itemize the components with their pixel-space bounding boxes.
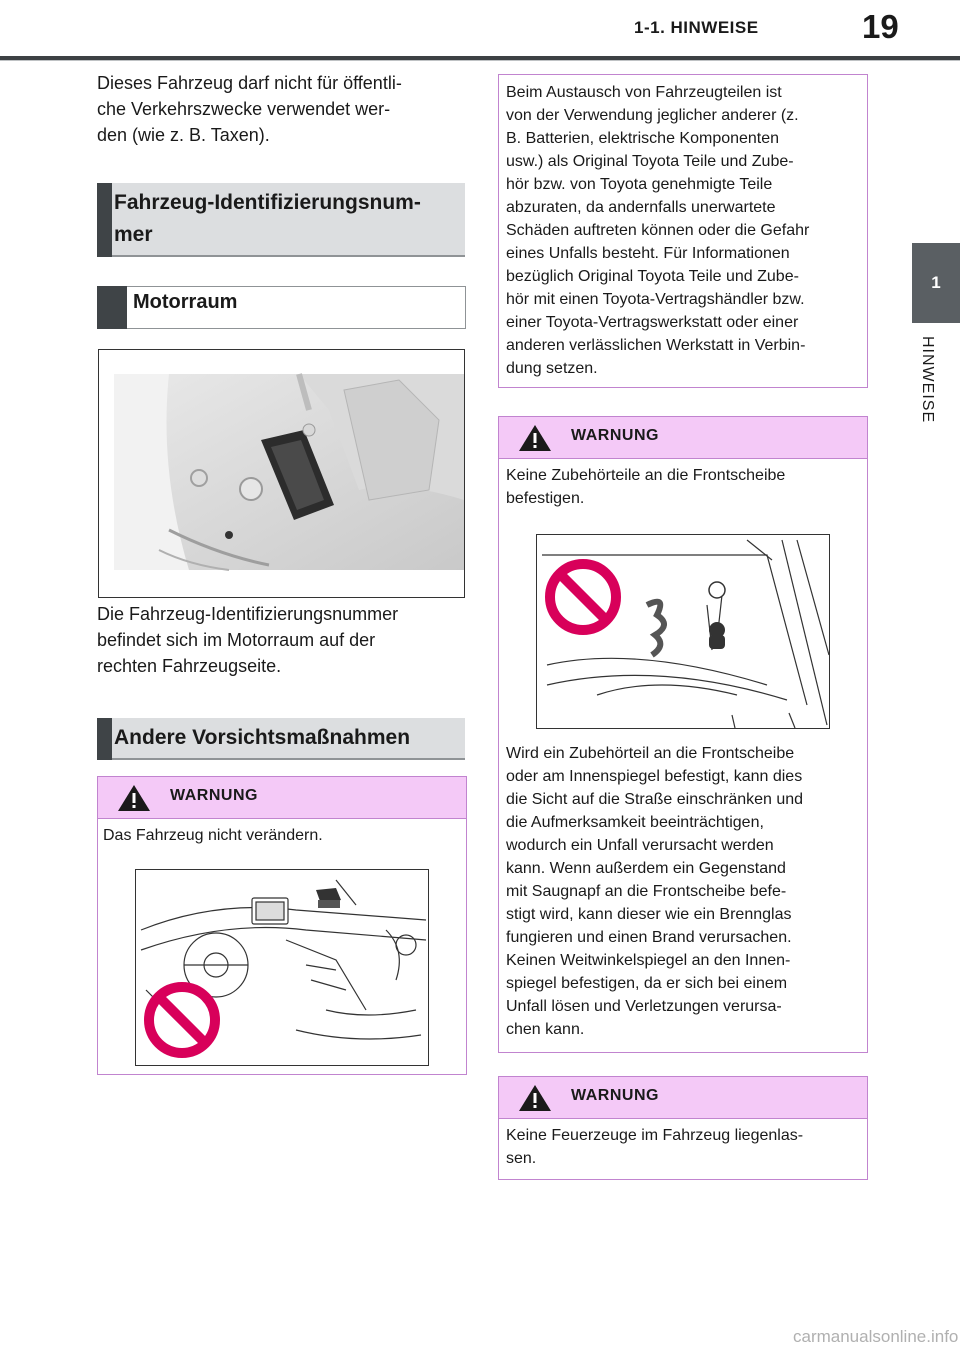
warning-header: [499, 1077, 867, 1119]
prohibition-icon: [142, 980, 222, 1060]
warning-label: WARNUNG: [170, 787, 258, 804]
warning-label: WARNUNG: [571, 427, 659, 444]
intro-paragraph: Dieses Fahrzeug darf nicht für öffentli- che Verkehrszwecke verwendet wer- den (wie z. B. Taxen).: [97, 73, 402, 145]
engine-bay-illustration: [99, 350, 464, 597]
warning-triangle-icon: [517, 1083, 553, 1113]
warning-text-short: Keine Zubehörteile an die Frontscheibe befestigen.: [506, 467, 786, 507]
warning-box-windshield: [498, 416, 868, 1053]
warning-header: [98, 777, 466, 819]
interior-illustration: [135, 869, 429, 1066]
info-text: Beim Austausch von Fahrzeugteilen ist von der Verwendung jeglicher anderer (z. B. Batterien, elektrische Komponenten usw.) als Original Toyota Teile und Zube- hör bzw. von Toyota genehmigte Teile abzuraten, da andernfalls unerwartete Schäden auftreten können oder die Gefahr eines Unfalls besteht. Für Informationen bezüglich Original Toyota Teile und Zube- hör mit einen Toyota-Vertragshändler bzw. einer Toyota-Vertragswerkstatt oder einer anderen verlässlichen Werkstatt in Verbin- dung setzen.: [506, 84, 810, 377]
chapter-tab-label: HINWEISE: [919, 336, 936, 424]
header-section-title: 1-1. HINWEISE: [634, 18, 759, 37]
warning-text-long: Wird ein Zubehörteil an die Frontscheibe oder am Innenspiegel befestigt, kann dies die Sicht auf die Straße einschränken und die Aufmerksamkeit beeinträchtigen, wodurch ein Unfall verursacht werden kann. Wenn außerdem ein Gegenstand mit Saugnapf an die Frontscheibe befe- stigt wird, kann dieser wie ein Brennglas fungieren und einen Brand verursachen. Keinen Weitwinkelspiegel an den Innen- spiegel befestigen, da er sich bei einem Unfall lösen und Verletzungen verursa- chen kann.: [506, 745, 804, 1038]
subheading-engine: [97, 286, 466, 329]
section-heading-bar: [97, 183, 112, 257]
section-heading-vin-text: Fahrzeug-Identifizierungsnum- mer: [114, 191, 421, 246]
warning-box-modify: [97, 776, 467, 1075]
engine-bay-photo: [98, 349, 465, 598]
section-heading-other-text: Andere Vorsichtsmaßnahmen: [114, 726, 411, 749]
warning-text: Keine Feuerzeuge im Fahrzeug liegenlas- sen.: [506, 1127, 804, 1167]
warning-triangle-icon: [517, 423, 553, 453]
warning-label: WARNUNG: [571, 1087, 659, 1104]
subheading-bar: [97, 286, 127, 329]
section-heading-vin: [97, 183, 465, 257]
chapter-tab-number: 1: [931, 273, 941, 292]
subheading-engine-text: Motorraum: [133, 291, 238, 313]
windshield-illustration: [536, 534, 830, 729]
chapter-tab[interactable]: [912, 243, 960, 323]
warning-box-lighter: [498, 1076, 868, 1180]
page-number: 19: [862, 8, 899, 45]
section-heading-bar: [97, 718, 112, 760]
warning-triangle-icon: [116, 783, 152, 813]
vin-location-paragraph: Die Fahrzeug-Identifizierungsnummer befindet sich im Motorraum auf der rechten Fahrzeugseite.: [97, 604, 399, 676]
warning-header: [499, 417, 867, 459]
warning-text: Das Fahrzeug nicht verändern.: [103, 827, 323, 844]
header-rule-thin: [0, 60, 960, 61]
info-box-parts: [498, 74, 868, 388]
footer-watermark: carmanualsonline.info: [793, 1327, 959, 1346]
section-heading-other: [97, 718, 465, 760]
prohibition-icon: [543, 557, 623, 637]
